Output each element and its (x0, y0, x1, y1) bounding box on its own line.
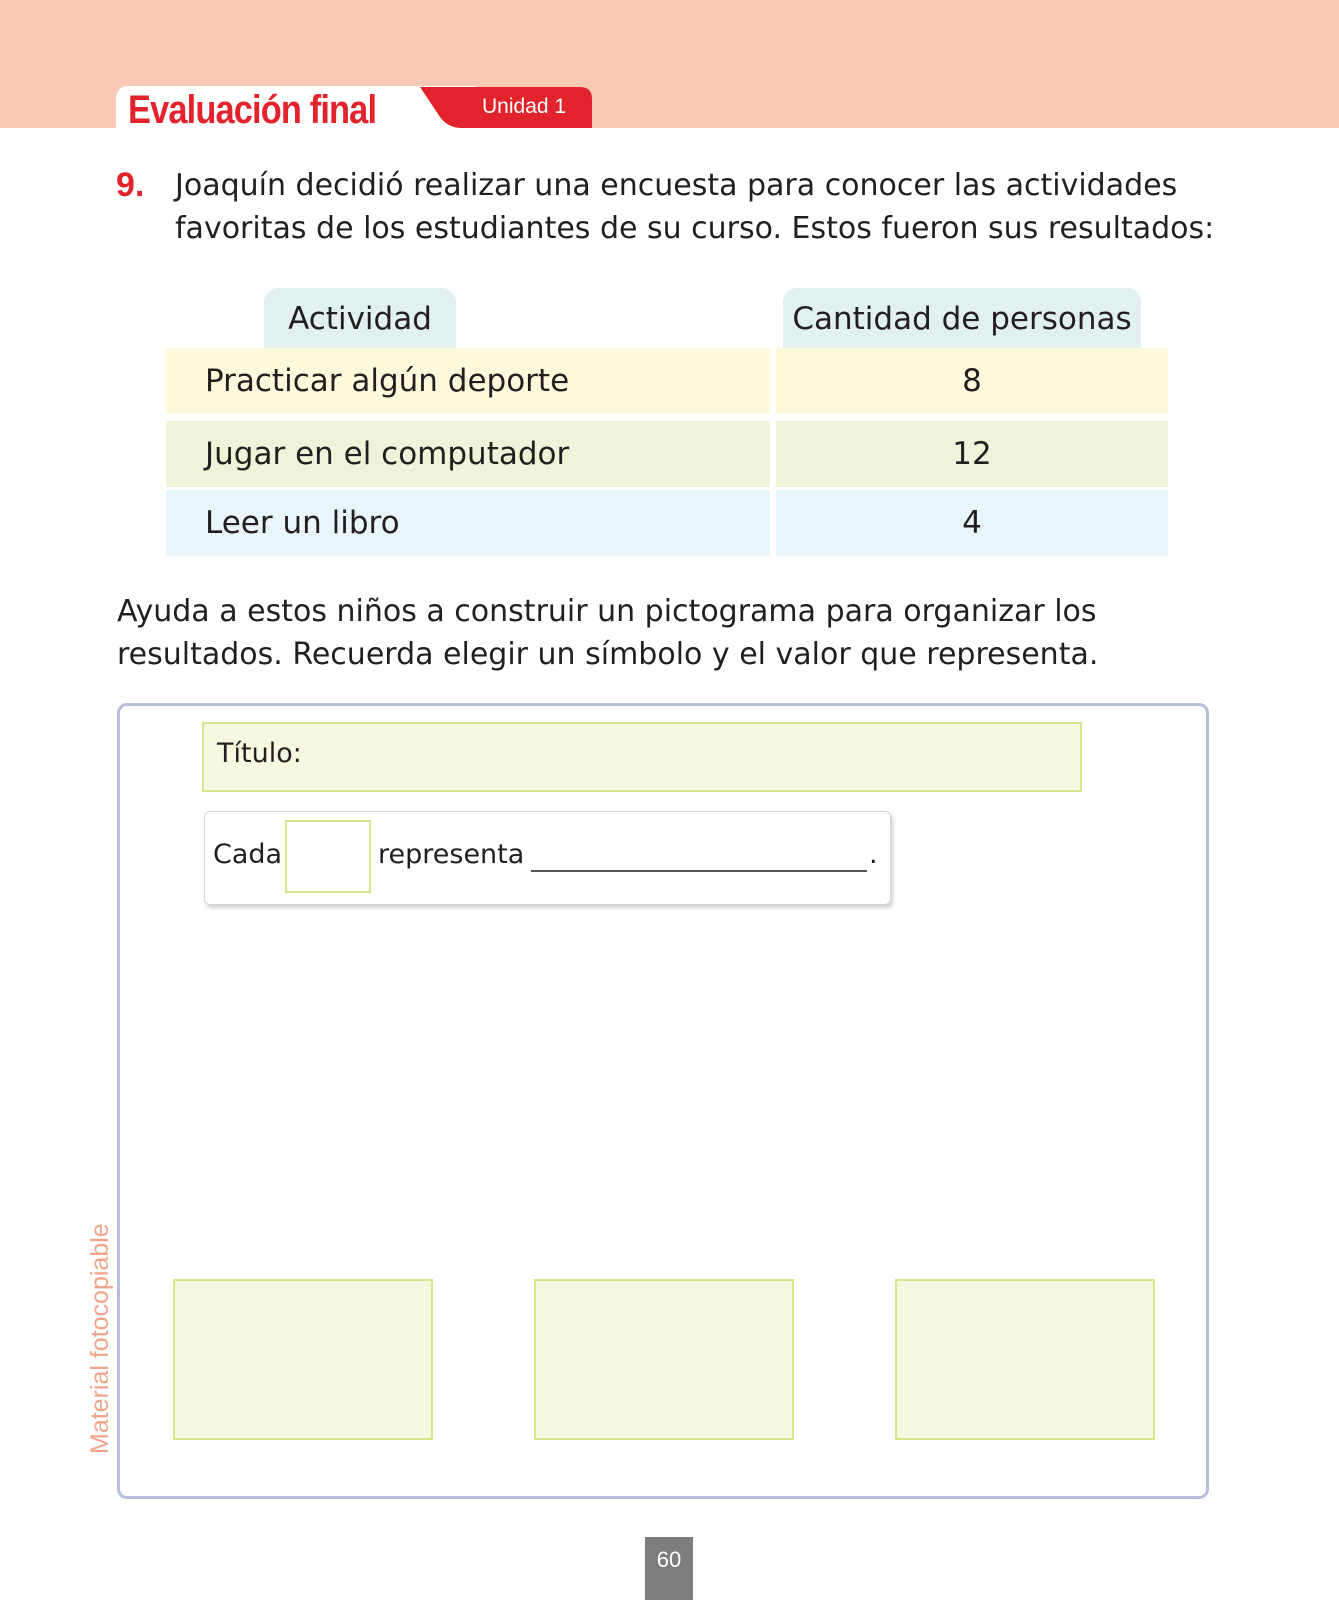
title-label: Título: (217, 738, 302, 769)
table-cell-activity: Practicar algún deporte (166, 348, 770, 414)
side-label: Material fotocopiable (86, 1223, 114, 1454)
table-cell-count: 4 (776, 490, 1168, 556)
table-cell-activity: Jugar en el computador (166, 421, 770, 487)
page-number: 60 (656, 1547, 682, 1572)
category-box[interactable] (895, 1279, 1155, 1440)
table-cell-count: 8 (776, 348, 1168, 414)
unit-badge (420, 87, 592, 128)
question-number: 9. (116, 166, 145, 204)
page-title: Evaluación final (128, 88, 377, 132)
category-box[interactable] (534, 1279, 794, 1440)
value-answer-line[interactable] (531, 870, 867, 872)
pictogram-legend (204, 811, 891, 905)
page-number-tab (645, 1537, 693, 1600)
table-header-activity: Actividad (264, 288, 456, 348)
question-text: Joaquín decidió realizar una encuesta para conocer las actividades favoritas de los estudiantes de su curso. Estos fueron sus resultados: (175, 168, 1215, 246)
category-box[interactable] (173, 1279, 433, 1440)
unit-label: Unidad 1 (482, 95, 567, 118)
table-cell-activity: Leer un libro (166, 490, 770, 556)
legend-representa-label: representa (378, 839, 525, 870)
table-cell-count: 12 (776, 421, 1168, 487)
instruction-text: Ayuda a estos niños a construir un pictograma para organizar los resultados. Recuerda elegir un símbolo y el valor que representa. (117, 594, 1099, 672)
title-field[interactable] (202, 722, 1082, 792)
legend-cada-label: Cada (213, 839, 283, 870)
symbol-box[interactable] (285, 820, 371, 893)
table-header-count: Cantidad de personas (783, 288, 1141, 348)
legend-period: . (869, 839, 878, 870)
